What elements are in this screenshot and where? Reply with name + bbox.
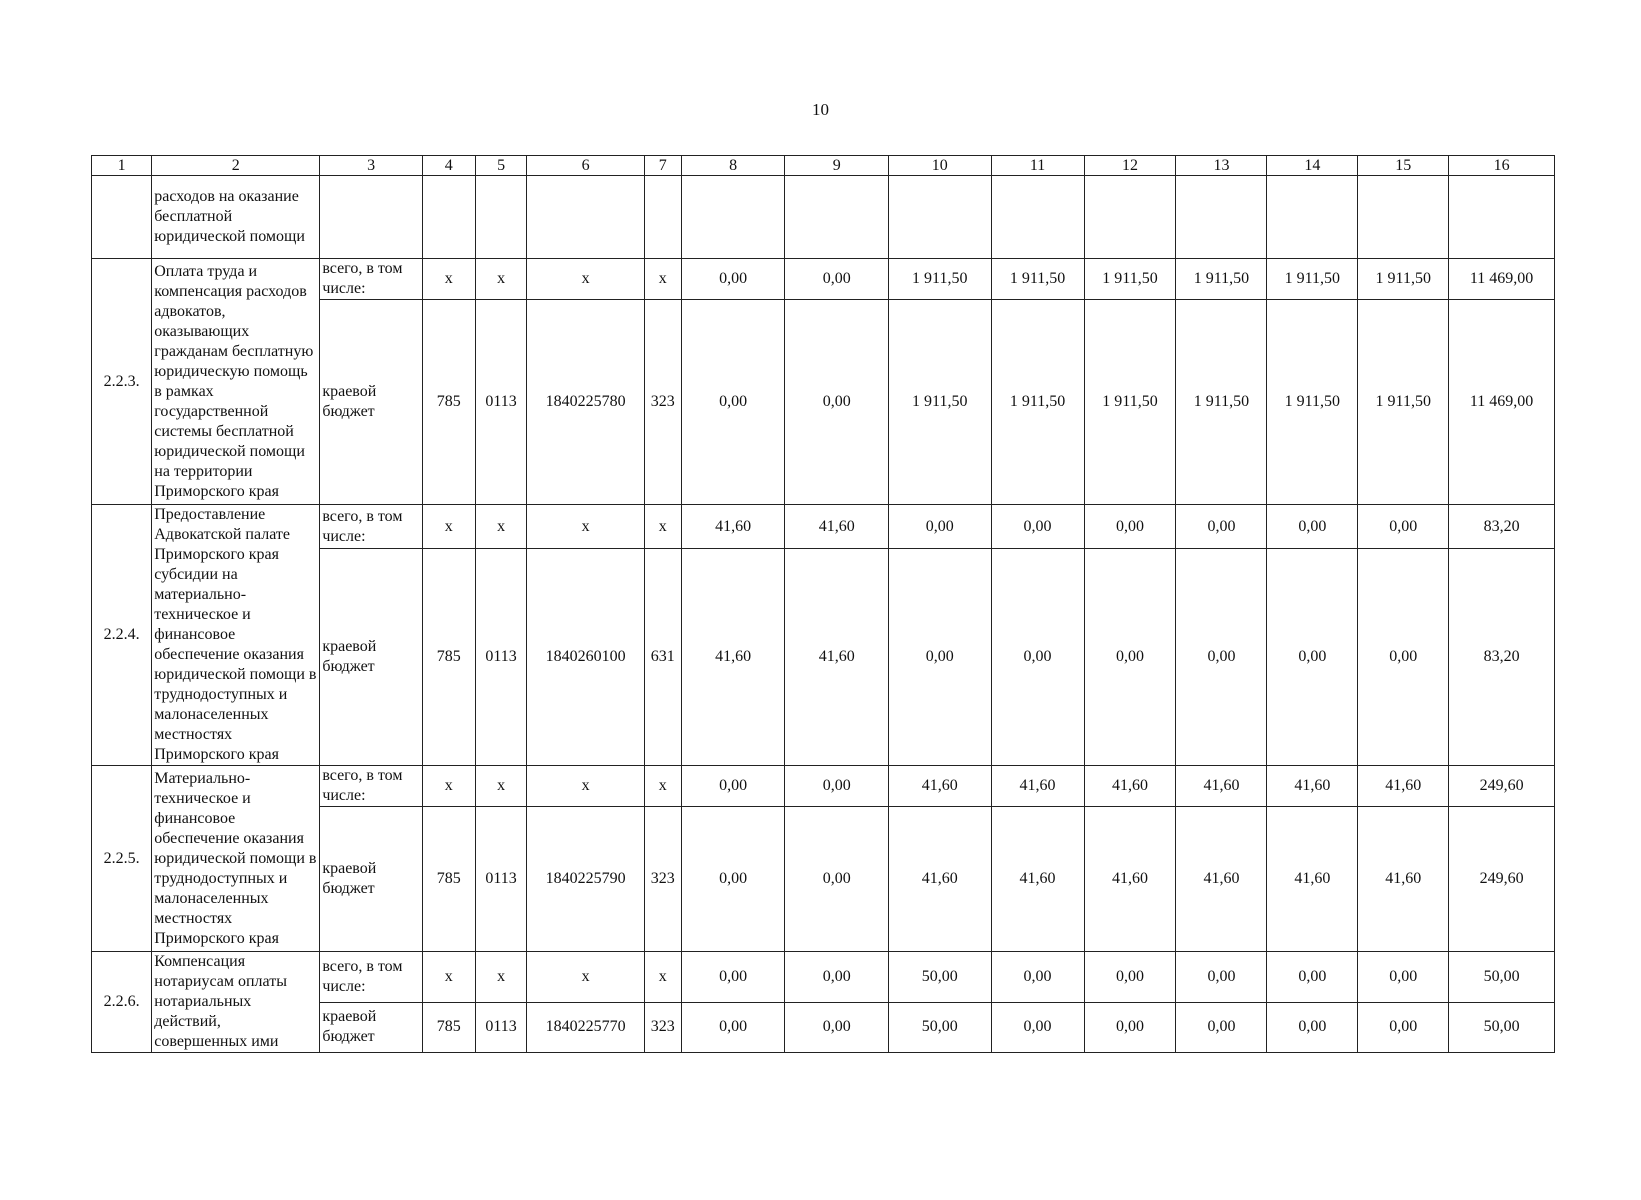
amount-cell: 50,00 xyxy=(888,952,991,1003)
amount-cell: 0,00 xyxy=(888,549,991,766)
amount-cell: 0,00 xyxy=(1176,1002,1267,1053)
amount-cell: 0,00 xyxy=(1176,952,1267,1003)
amount-cell: 41,60 xyxy=(1267,807,1358,952)
amount-cell: 41,60 xyxy=(1176,766,1267,807)
amount-cell: 41,60 xyxy=(991,766,1084,807)
amount-cell: 11 469,00 xyxy=(1449,259,1555,300)
column-header-2: 2 xyxy=(152,156,320,176)
amount-cell: 1 911,50 xyxy=(1267,259,1358,300)
column-header-15: 15 xyxy=(1358,156,1449,176)
empty-cell xyxy=(1358,176,1449,259)
column-header-6: 6 xyxy=(527,156,644,176)
empty-cell xyxy=(681,176,785,259)
amount-cell: 0,00 xyxy=(1267,1002,1358,1053)
amount-cell: 50,00 xyxy=(888,1002,991,1053)
total-label: всего, в том числе: xyxy=(320,259,423,300)
amount-cell: 0,00 xyxy=(681,300,785,505)
amount-cell: 1 911,50 xyxy=(1358,300,1449,505)
item-total-row xyxy=(92,766,1555,807)
amount-cell: 1 911,50 xyxy=(991,259,1084,300)
classification-code-cell: 785 xyxy=(422,300,475,505)
classification-code-cell: х xyxy=(475,259,527,300)
column-header-1: 1 xyxy=(92,156,152,176)
amount-cell: 1 911,50 xyxy=(888,259,991,300)
amount-cell: 0,00 xyxy=(991,549,1084,766)
amount-cell: 41,60 xyxy=(991,807,1084,952)
amount-cell: 41,60 xyxy=(1176,807,1267,952)
amount-cell: 83,20 xyxy=(1449,505,1555,549)
classification-code-cell: х xyxy=(475,505,527,549)
amount-cell: 0,00 xyxy=(1267,952,1358,1003)
amount-cell: 41,60 xyxy=(681,505,785,549)
amount-cell: 0,00 xyxy=(1084,505,1176,549)
column-header-12: 12 xyxy=(1084,156,1176,176)
amount-cell: 41,60 xyxy=(1084,807,1176,952)
column-header-4: 4 xyxy=(422,156,475,176)
total-label: всего, в том числе: xyxy=(320,766,423,807)
classification-code-cell: 323 xyxy=(644,1002,681,1053)
amount-cell: 0,00 xyxy=(785,766,889,807)
amount-cell: 1 911,50 xyxy=(991,300,1084,505)
column-header-14: 14 xyxy=(1267,156,1358,176)
classification-code-cell: х xyxy=(422,766,475,807)
empty-cell xyxy=(991,176,1084,259)
funding-source-label: краевой бюджет xyxy=(320,1002,423,1053)
classification-code-cell: х xyxy=(475,766,527,807)
amount-cell: 1 911,50 xyxy=(1084,259,1176,300)
amount-cell: 41,60 xyxy=(1084,766,1176,807)
amount-cell: 1 911,50 xyxy=(1176,300,1267,505)
column-header-11: 11 xyxy=(991,156,1084,176)
item-index: 2.2.6. xyxy=(92,952,152,1053)
amount-cell: 1 911,50 xyxy=(888,300,991,505)
amount-cell: 0,00 xyxy=(785,952,889,1003)
page-number: 10 xyxy=(812,100,829,119)
classification-code-cell: х xyxy=(644,505,681,549)
budget-table xyxy=(91,155,1555,1053)
classification-code-cell: 631 xyxy=(644,549,681,766)
classification-code-cell: 323 xyxy=(644,300,681,505)
classification-code-cell: х xyxy=(644,952,681,1003)
empty-cell xyxy=(320,176,423,259)
amount-cell: 0,00 xyxy=(1358,549,1449,766)
amount-cell: 1 911,50 xyxy=(1084,300,1176,505)
empty-cell xyxy=(475,176,527,259)
continuation-row xyxy=(92,176,1555,259)
empty-cell xyxy=(644,176,681,259)
amount-cell: 0,00 xyxy=(1267,505,1358,549)
column-header-9: 9 xyxy=(785,156,889,176)
column-header-5: 5 xyxy=(475,156,527,176)
item-index: 2.2.4. xyxy=(92,505,152,766)
amount-cell: 41,60 xyxy=(1358,807,1449,952)
item-description: Компенсация нотариусам оплаты нотариальных действий, совершенных ими xyxy=(152,952,320,1053)
amount-cell: 1 911,50 xyxy=(1358,259,1449,300)
amount-cell: 41,60 xyxy=(1267,766,1358,807)
amount-cell: 41,60 xyxy=(1358,766,1449,807)
amount-cell: 0,00 xyxy=(1084,1002,1176,1053)
classification-code-cell: 1840225780 xyxy=(527,300,644,505)
column-header-3: 3 xyxy=(320,156,423,176)
amount-cell: 1 911,50 xyxy=(1176,259,1267,300)
continuation-index-cell xyxy=(92,176,152,259)
classification-code-cell: 785 xyxy=(422,807,475,952)
amount-cell: 249,60 xyxy=(1449,807,1555,952)
column-header-16: 16 xyxy=(1449,156,1555,176)
amount-cell: 50,00 xyxy=(1449,952,1555,1003)
amount-cell: 0,00 xyxy=(1176,549,1267,766)
item-description: Предоставление Адвокатской палате Приморского края субсидии на материально-техническое и финансовое обеспечение оказания юридической помощи в труднодоступных и малонаселенных местностях Приморского края xyxy=(152,505,320,766)
column-header-8: 8 xyxy=(681,156,785,176)
classification-code-cell: 0113 xyxy=(475,300,527,505)
empty-cell xyxy=(1084,176,1176,259)
item-description: Оплата труда и компенсация расходов адвокатов, оказывающих гражданам бесплатную юридическую помощь в рамках государственной системы бесплатной юридической помощи на территории Приморского края xyxy=(152,259,320,505)
empty-cell xyxy=(888,176,991,259)
amount-cell: 0,00 xyxy=(785,807,889,952)
amount-cell: 0,00 xyxy=(991,505,1084,549)
classification-code-cell: 1840260100 xyxy=(527,549,644,766)
amount-cell: 0,00 xyxy=(785,1002,889,1053)
amount-cell: 0,00 xyxy=(681,807,785,952)
classification-code-cell: х xyxy=(644,259,681,300)
amount-cell: 0,00 xyxy=(681,259,785,300)
classification-code-cell: х xyxy=(527,952,644,1003)
item-description: Материально-техническое и финансовое обеспечение оказания юридической помощи в труднодоступных и малонаселенных местностях Приморского края xyxy=(152,766,320,952)
amount-cell: 0,00 xyxy=(1358,505,1449,549)
amount-cell: 0,00 xyxy=(1084,952,1176,1003)
classification-code-cell: х xyxy=(527,259,644,300)
classification-code-cell: 785 xyxy=(422,1002,475,1053)
empty-cell xyxy=(1267,176,1358,259)
amount-cell: 41,60 xyxy=(785,505,889,549)
classification-code-cell: х xyxy=(527,505,644,549)
amount-cell: 1 911,50 xyxy=(1267,300,1358,505)
classification-code-cell: х xyxy=(644,766,681,807)
amount-cell: 83,20 xyxy=(1449,549,1555,766)
amount-cell: 0,00 xyxy=(991,1002,1084,1053)
column-header-13: 13 xyxy=(1176,156,1267,176)
empty-cell xyxy=(1176,176,1267,259)
total-label: всего, в том числе: xyxy=(320,505,423,549)
amount-cell: 41,60 xyxy=(785,549,889,766)
classification-code-cell: х xyxy=(422,505,475,549)
classification-code-cell: 1840225790 xyxy=(527,807,644,952)
classification-code-cell: 0113 xyxy=(475,549,527,766)
total-label: всего, в том числе: xyxy=(320,952,423,1003)
amount-cell: 0,00 xyxy=(1358,952,1449,1003)
empty-cell xyxy=(527,176,644,259)
amount-cell: 0,00 xyxy=(1084,549,1176,766)
classification-code-cell: х xyxy=(422,259,475,300)
item-total-row xyxy=(92,259,1555,300)
classification-code-cell: 785 xyxy=(422,549,475,766)
item-total-row xyxy=(92,952,1555,1003)
empty-cell xyxy=(785,176,889,259)
amount-cell: 41,60 xyxy=(888,807,991,952)
amount-cell: 0,00 xyxy=(681,766,785,807)
classification-code-cell: 0113 xyxy=(475,807,527,952)
item-index: 2.2.3. xyxy=(92,259,152,505)
amount-cell: 50,00 xyxy=(1449,1002,1555,1053)
column-header-7: 7 xyxy=(644,156,681,176)
classification-code-cell: х xyxy=(527,766,644,807)
classification-code-cell: 323 xyxy=(644,807,681,952)
amount-cell: 249,60 xyxy=(1449,766,1555,807)
amount-cell: 41,60 xyxy=(681,549,785,766)
amount-cell: 0,00 xyxy=(1176,505,1267,549)
classification-code-cell: 0113 xyxy=(475,1002,527,1053)
amount-cell: 0,00 xyxy=(1267,549,1358,766)
amount-cell: 0,00 xyxy=(681,1002,785,1053)
column-header-10: 10 xyxy=(888,156,991,176)
amount-cell: 0,00 xyxy=(991,952,1084,1003)
classification-code-cell: х xyxy=(475,952,527,1003)
classification-code-cell: 1840225770 xyxy=(527,1002,644,1053)
amount-cell: 11 469,00 xyxy=(1449,300,1555,505)
amount-cell: 0,00 xyxy=(785,300,889,505)
amount-cell: 41,60 xyxy=(888,766,991,807)
funding-source-label: краевой бюджет xyxy=(320,300,423,505)
amount-cell: 0,00 xyxy=(888,505,991,549)
empty-cell xyxy=(1449,176,1555,259)
amount-cell: 0,00 xyxy=(681,952,785,1003)
funding-source-label: краевой бюджет xyxy=(320,807,423,952)
classification-code-cell: х xyxy=(422,952,475,1003)
amount-cell: 0,00 xyxy=(785,259,889,300)
item-total-row xyxy=(92,505,1555,549)
funding-source-label: краевой бюджет xyxy=(320,549,423,766)
continuation-description: расходов на оказание бесплатной юридической помощи xyxy=(152,176,320,259)
column-header-row xyxy=(92,156,1555,176)
amount-cell: 0,00 xyxy=(1358,1002,1449,1053)
item-index: 2.2.5. xyxy=(92,766,152,952)
empty-cell xyxy=(422,176,475,259)
